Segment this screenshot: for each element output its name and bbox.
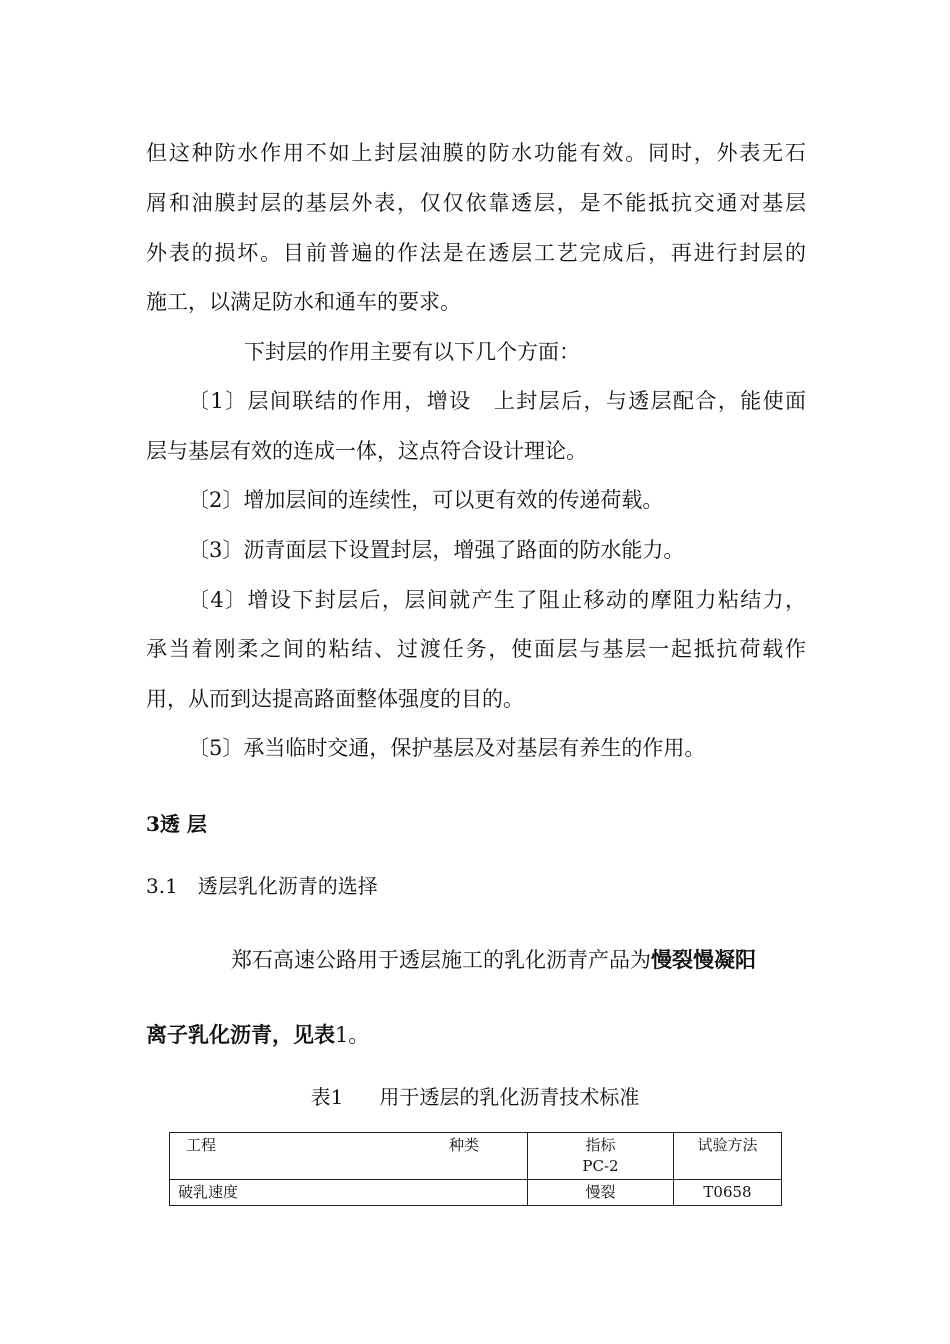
list-item-2: 〔2〕增加层间的连续性，可以更有效的传递荷载。	[188, 488, 664, 512]
paragraph-line: 但这种防水作用不如上封层油膜的防水功能有效。同时，外表无石	[146, 141, 806, 165]
list-item-3: 〔3〕沥青面层下设置封层，增强了路面的防水能力。	[188, 538, 685, 562]
header-item: 工程	[186, 1136, 217, 1154]
list-item-4-line: 承当着刚柔之间的粘结、过渡任务，使面层与基层一起抵抗荷载作	[146, 637, 806, 661]
table-caption-number: 表1	[310, 1085, 344, 1109]
table-caption	[0, 1082, 950, 1112]
section-body-line	[231, 945, 891, 975]
row-item-cell: 破乳速度	[170, 1180, 528, 1206]
list-item-1-line: 〔1〕层间联结的作用，增设 上封层后，与透层配合，能使面	[188, 389, 806, 413]
header-method-cell	[674, 1133, 782, 1180]
header-method: 试验方法	[697, 1136, 758, 1154]
paragraph-line: 外表的损坏。目前普遍的作法是在透层工艺完成后，再进行封层的	[146, 241, 806, 265]
paragraph-line: 施工，以满足防水和通车的要求。	[146, 290, 461, 314]
body-text: 郑石高速公路用于透层施工的乳化沥青产品为	[231, 948, 651, 972]
body-emphasis: 慢裂慢凝阳	[651, 947, 756, 972]
list-intro: 下封层的作用主要有以下几个方面：	[244, 340, 580, 364]
header-index-sub: PC-2	[582, 1157, 619, 1175]
section-body-line	[146, 1020, 806, 1050]
spec-table	[169, 1132, 782, 1206]
paragraph-line: 屑和油膜封层的基层外表，仅仅依靠透层，是不能抵抗交通对基层	[146, 191, 806, 215]
section-heading: 3透 层	[146, 812, 207, 836]
row-method-cell: T0658	[674, 1180, 782, 1206]
table-row	[170, 1180, 782, 1206]
subsection-heading: 3.1 透层乳化沥青的选择	[146, 874, 378, 898]
header-index-cell	[528, 1133, 674, 1180]
body-emphasis: 离子乳化沥青，见表	[146, 1022, 335, 1047]
list-item-5: 〔5〕承当临时交通，保护基层及对基层有养生的作用。	[188, 736, 706, 760]
header-index: 指标	[585, 1136, 616, 1154]
row-value-cell: 慢裂	[528, 1180, 674, 1206]
list-item-4-line: 〔4〕增设下封层后，层间就产生了阻止移动的摩阻力粘结力，	[188, 588, 806, 612]
header-item-kind-cell	[170, 1133, 528, 1180]
body-text: 1。	[335, 1023, 370, 1047]
header-kind: 种类	[448, 1136, 479, 1154]
list-item-4-line: 用，从而到达提高路面整体强度的目的。	[146, 687, 524, 711]
table-header-row	[170, 1133, 782, 1180]
table-caption-title: 用于透层的乳化沥青技术标准	[379, 1085, 640, 1109]
list-item-1-line: 层与基层有效的连成一体，这点符合设计理论。	[146, 439, 587, 463]
